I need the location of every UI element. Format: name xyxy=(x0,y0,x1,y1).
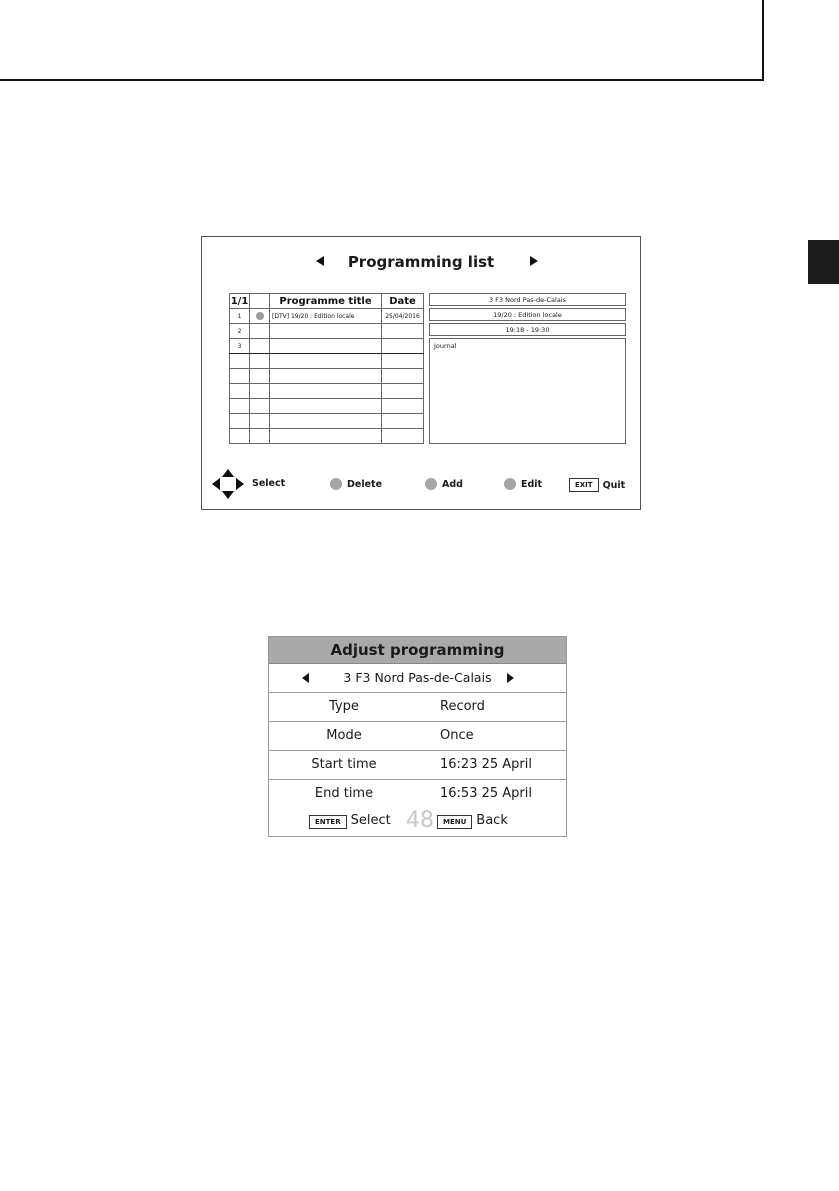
setting-value: 16:53 25 April xyxy=(440,786,532,801)
page-number: 48 xyxy=(406,808,434,833)
programme-info xyxy=(429,293,626,444)
row-number xyxy=(230,354,250,369)
table-row[interactable] xyxy=(230,429,424,444)
row-date xyxy=(382,384,424,399)
row-date xyxy=(382,369,424,384)
table-row[interactable] xyxy=(230,309,424,324)
exit-key: EXIT xyxy=(569,478,599,492)
row-title xyxy=(270,384,382,399)
info-channel: 3 F3 Nord Pas-de-Calais xyxy=(429,293,626,306)
setting-row[interactable] xyxy=(269,780,566,808)
info-programme: 19/20 : Edition locale xyxy=(429,308,626,321)
row-number: 2 xyxy=(230,324,250,339)
table-row[interactable] xyxy=(230,339,424,354)
setting-label: Mode xyxy=(326,728,362,743)
corner-rule xyxy=(0,0,764,81)
row-icon xyxy=(250,309,270,324)
adjust-footer xyxy=(269,808,566,836)
legend-quit: EXIT Quit xyxy=(569,478,625,492)
table-row[interactable] xyxy=(230,354,424,369)
row-title xyxy=(270,339,382,354)
row-date xyxy=(382,414,424,429)
row-number xyxy=(230,399,250,414)
programming-list-panel xyxy=(201,236,641,510)
edit-color-dot-icon xyxy=(504,478,516,490)
row-number xyxy=(230,384,250,399)
row-title xyxy=(270,414,382,429)
channel-name: 3 F3 Nord Pas-de-Calais xyxy=(343,670,492,685)
row-icon xyxy=(250,429,270,444)
setting-row[interactable] xyxy=(269,751,566,780)
table-row[interactable] xyxy=(230,369,424,384)
footer-select-label: Select xyxy=(350,813,391,828)
programme-title-header: Programme title xyxy=(270,294,382,309)
row-date: 25/04/2016 xyxy=(382,309,424,324)
table-row[interactable] xyxy=(230,384,424,399)
setting-row[interactable] xyxy=(269,693,566,722)
setting-value: 16:23 25 April xyxy=(440,757,532,772)
setting-value: Once xyxy=(440,728,474,743)
section-tab xyxy=(808,240,839,284)
row-title xyxy=(270,399,382,414)
icon-header xyxy=(250,294,270,309)
menu-key: MENU xyxy=(437,815,472,829)
next-arrow-icon[interactable] xyxy=(530,256,538,266)
date-header: Date xyxy=(382,294,424,309)
setting-label: End time xyxy=(314,786,374,801)
key-legend xyxy=(212,469,632,499)
legend-add: Add xyxy=(425,478,463,490)
dpad-icon xyxy=(212,469,244,499)
row-icon xyxy=(250,324,270,339)
table-row[interactable] xyxy=(230,399,424,414)
legend-select: Select xyxy=(252,478,286,489)
footer-back-label: Back xyxy=(476,813,508,828)
row-number xyxy=(230,429,250,444)
setting-label: Type xyxy=(329,699,359,714)
table-row[interactable] xyxy=(230,324,424,339)
row-icon xyxy=(250,339,270,354)
row-date xyxy=(382,324,424,339)
page-count-header: 1/1 xyxy=(230,295,249,307)
row-icon xyxy=(250,414,270,429)
delete-color-dot-icon xyxy=(330,478,342,490)
channel-prev-icon[interactable] xyxy=(302,673,309,683)
row-title: [DTV] 19/20 : Edition locale xyxy=(270,309,382,324)
setting-label: Start time xyxy=(311,757,377,772)
row-number: 3 xyxy=(230,339,250,354)
row-number xyxy=(230,414,250,429)
programme-table xyxy=(229,293,424,444)
row-number xyxy=(230,369,250,384)
row-title xyxy=(270,429,382,444)
add-color-dot-icon xyxy=(425,478,437,490)
table-row[interactable] xyxy=(230,414,424,429)
row-title xyxy=(270,324,382,339)
row-icon xyxy=(250,399,270,414)
record-dot-icon xyxy=(256,312,264,320)
row-date xyxy=(382,429,424,444)
setting-value: Record xyxy=(440,699,485,714)
row-icon xyxy=(250,354,270,369)
programming-list-title: Programming list xyxy=(347,253,495,271)
row-title xyxy=(270,354,382,369)
row-date xyxy=(382,339,424,354)
info-description: Journal xyxy=(429,338,626,444)
table-header-row xyxy=(230,294,424,309)
legend-delete: Delete xyxy=(330,478,382,490)
adjust-programming-dialog xyxy=(268,636,567,837)
legend-edit: Edit xyxy=(504,478,542,490)
info-time: 19:18 - 19:30 xyxy=(429,323,626,336)
row-date xyxy=(382,399,424,414)
adjust-programming-title: Adjust programming xyxy=(269,637,566,664)
row-icon xyxy=(250,384,270,399)
channel-selector[interactable] xyxy=(269,664,566,693)
enter-key: ENTER xyxy=(309,815,347,829)
row-icon xyxy=(250,369,270,384)
row-number: 1 xyxy=(230,309,250,324)
row-title xyxy=(270,369,382,384)
row-date xyxy=(382,354,424,369)
channel-next-icon[interactable] xyxy=(507,673,514,683)
setting-row[interactable] xyxy=(269,722,566,751)
